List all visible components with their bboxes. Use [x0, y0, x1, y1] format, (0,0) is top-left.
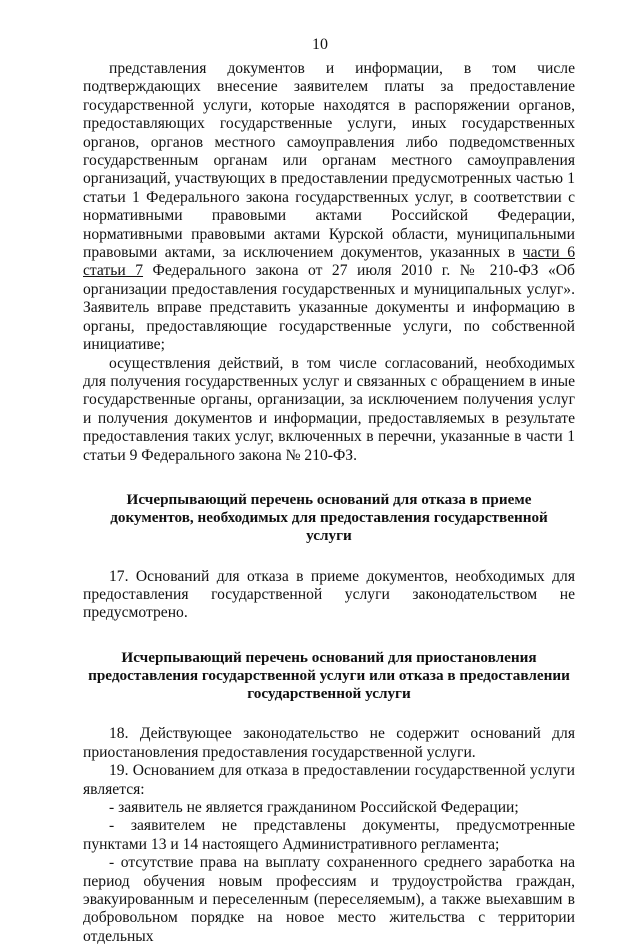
section-heading-refusal-reception: Исчерпывающий перечень оснований для отказа в приеме документов, необходимых для предоставления государственной услуги [110, 490, 548, 545]
list-item: - заявитель не является гражданином Российской Федерации; [109, 799, 519, 816]
paragraph-19: 19. Основанием для отказа в предоставлении государственной услуги является: [83, 762, 575, 798]
paragraph-text: представления документов и информации, в том числе подтверждающих внесение заявителем платы за предоставление государственной услуги, которые находятся в распоряжении органов, предоставляющих государственные услуги, иных государственных органов, органов местного самоуправления либо подведомственных государственным органам или органам местного самоуправления организаций, участвующих в предоставлении предусмотренных частью 1 статьи 1 Федерального закона государственных услуг, в соответствии с нормативными правовыми актами Российской Федерации, нормативными правовыми актами Курской области, муниципальными правовыми актами, за исключением документов, указанных в [83, 60, 575, 262]
page-number: 10 [312, 36, 328, 53]
paragraph-documents-info [83, 60, 575, 355]
paragraph-actions: осуществления действий, в том числе согласований, необходимых для получения государственных услуг и связанных с обращением в иные государственные органы, организации, за исключением получения услуг и получения документов и информации, предоставляемых в результате предоставления таких услуг, включенных в перечни, указанные в части 1 статьи 9 Федерального закона № 210-ФЗ. [83, 354, 575, 464]
document-body [83, 60, 575, 946]
law-reference-link[interactable]: части 6 статьи 7 [83, 244, 575, 280]
paragraph-text: Федерального закона от 27 июля 2010 г. № 210-ФЗ «Об организации предоставления государственных и муниципальных услуг». Заявитель вправе представить указанные документы и информацию в органы, предоставляющие государственные услуги, по собственной инициативе; [83, 262, 575, 354]
list-item: - заявителем не представлены документы, предусмотренные пунктами 13 и 14 настоящего Административного регламента; [83, 817, 575, 853]
paragraph-17: 17. Оснований для отказа в приеме документов, необходимых для предоставления государственной услуги законодательством не предусмотрено. [83, 567, 575, 622]
list-item: - отсутствие права на выплату сохраненного среднего заработка на период обучения новым профессиям и трудоустройства граждан, эвакуированным и переселенным (переселяемым), а также выехавшим в добровольном порядке на новое место жительства с территории отдельных [83, 854, 575, 945]
paragraph-18: 18. Действующее законодательство не содержит оснований для приостановления предоставления государственной услуги. [83, 725, 575, 761]
section-heading-suspension-refusal: Исчерпывающий перечень оснований для приостановления предоставления государственной услуги или отказа в предоставлении государственной услуги [88, 648, 570, 703]
